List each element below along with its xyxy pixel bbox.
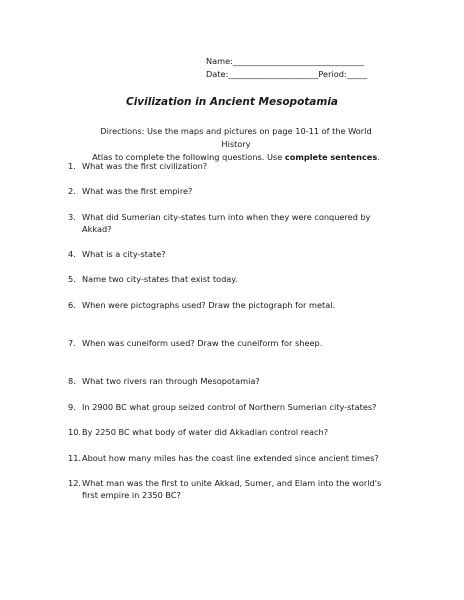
question-8	[68, 375, 398, 387]
question-number: 3.	[68, 212, 76, 222]
question-number: 10.	[68, 427, 82, 437]
question-6	[68, 299, 398, 311]
question-5	[68, 273, 398, 285]
question-number: 11.	[68, 453, 82, 463]
question-text: What is a city-state?	[82, 249, 166, 259]
directions-emphasis: complete sentences	[284, 152, 378, 162]
question-number: 7.	[68, 338, 76, 348]
page-title: Civilization in Ancient Mesopotamia	[125, 96, 339, 108]
question-12	[68, 477, 398, 501]
question-text: What did Sumerian city-states turn into when they were conquered by Akkad?	[82, 212, 371, 234]
question-text: In 2900 BC what group seized control of Northern Sumerian city-states?	[82, 402, 377, 412]
directions-line-1: Directions: Use the maps and pictures on page 10-11 of the World History	[100, 126, 372, 149]
question-number: 9.	[68, 402, 76, 412]
question-11	[68, 452, 398, 464]
question-3	[68, 211, 398, 235]
question-number: 5.	[68, 274, 76, 284]
date-period-field-line: Date:______________________Period:_____	[206, 69, 368, 79]
question-number: 4.	[68, 249, 76, 259]
question-10	[68, 426, 398, 438]
question-9	[68, 401, 398, 413]
question-text: About how many miles has the coast line extended since ancient times?	[82, 453, 379, 463]
question-text: What was the first civilization?	[82, 161, 208, 171]
question-4	[68, 248, 398, 260]
question-2	[68, 185, 398, 197]
question-number: 12.	[68, 478, 82, 488]
directions-line-2-start: Atlas to complete the following questions. Use	[92, 152, 285, 162]
directions-line-2-end: .	[377, 152, 380, 162]
question-text: By 2250 BC what body of water did Akkadian control reach?	[82, 427, 329, 437]
question-number: 1.	[68, 161, 76, 171]
question-text: What two rivers ran through Mesopotamia?	[82, 376, 260, 386]
question-number: 2.	[68, 186, 76, 196]
question-text: Name two city-states that exist today.	[82, 274, 238, 284]
question-text: What man was the first to unite Akkad, Sumer, and Elam into the world's first empire in 2350 BC?	[82, 478, 382, 500]
question-text: When was cuneiform used? Draw the cuneiform for sheep.	[82, 338, 323, 348]
question-text: What was the first empire?	[82, 186, 193, 196]
directions	[86, 125, 386, 164]
name-field-line: Name:________________________________	[206, 56, 364, 66]
question-number: 8.	[68, 376, 76, 386]
question-number: 6.	[68, 300, 76, 310]
question-1	[68, 160, 398, 172]
question-text: When were pictographs used? Draw the pictograph for metal.	[82, 300, 336, 310]
question-7	[68, 337, 398, 349]
